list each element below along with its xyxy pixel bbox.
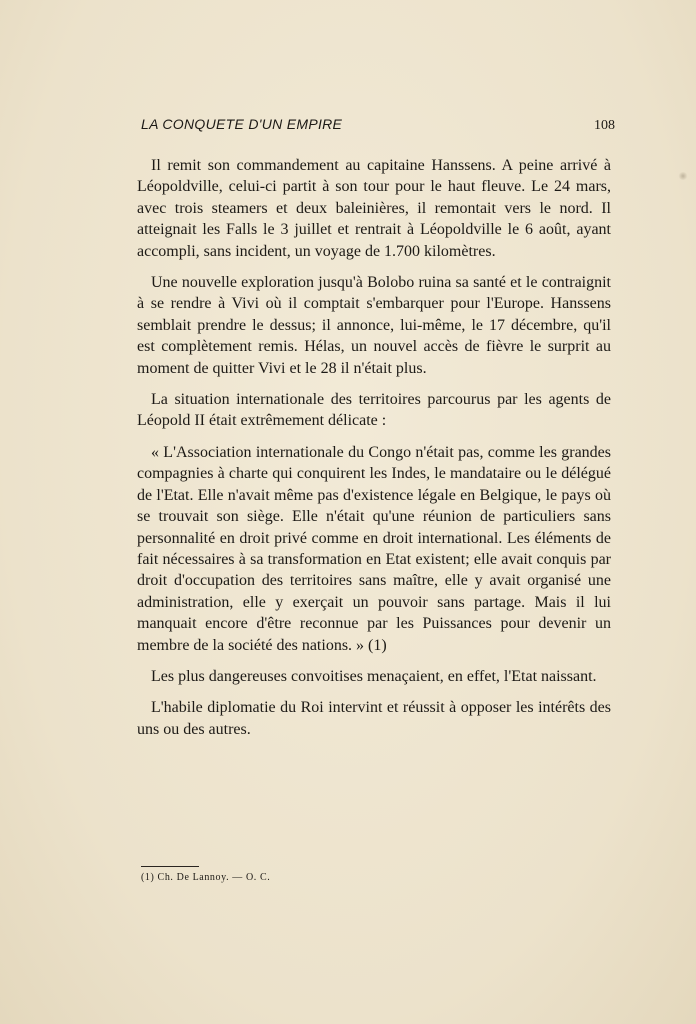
paper-blemish — [678, 172, 688, 180]
body-text — [137, 155, 611, 740]
paragraph-convoitises: Les plus dangereuses convoitises menaçaient, en effet, l'Etat naissant. — [151, 667, 597, 685]
paragraph-bolobo-exploration: Une nouvelle exploration jusqu'à Bolobo ruina sa santé et le contraignit à se rendre à Vivi où il comptait s'embarquer pour l'Europe. Hanssens semblait prendre le dessus; il annonce, lui-même, le 17 décembre, qu'il est complètement remis. Hélas, un nouvel accès de fièvre le surprit au moment de quitter Vivi et le 28 il n'était plus. — [137, 274, 611, 377]
paragraph-diplomatie: L'habile diplomatie du Roi intervint et réussit à opposer les intérêts des uns ou des autres. — [137, 699, 611, 738]
paragraph-international-situation: La situation internationale des territoires parcourus par les agents de Léopold II était extrêmement délicate : — [137, 391, 611, 430]
page-number: 108 — [594, 118, 615, 133]
footnote: (1) Ch. De Lannoy. — O. C. — [141, 872, 271, 883]
paragraph-quotation: « L'Association internationale du Congo n'était pas, comme les grandes compagnies à charte qui conquirent les Indes, le mandataire ou le délégué de l'Etat. Elle n'avait même pas d'existence légale en Belgique, le pays où se trouvait son siège. Elle n'était qu'une réunion de particuliers sans personnalité en droit privé comme en droit international. Les éléments de fait nécessaires à sa transformation en Etat existent; elle avait conquis par droit d'occupation des territoires sans maître, elle y avait organisé une administration, elle y exerçait un pouvoir sans partage. Mais il lui manquait encore d'être reconnue par les Puissances pour devenir un membre de la société des nations. » (1) — [137, 443, 611, 654]
footnote-divider — [141, 866, 199, 867]
running-header — [141, 116, 615, 136]
running-title: LA CONQUETE D'UN EMPIRE — [141, 116, 343, 132]
paragraph-hanssens-command: Il remit son commandement au capitaine Hanssens. A peine arrivé à Léopoldville, celui-ci partit à son tour pour le haut fleuve. Le 24 mars, avec trois steamers et deux baleinières, il remontait vers le nord. Il atteignait les Falls le 3 juillet et rentrait à Léopoldville le 6 août, ayant accompli, sans incident, un voyage de 1.700 kilomètres. — [137, 157, 611, 260]
